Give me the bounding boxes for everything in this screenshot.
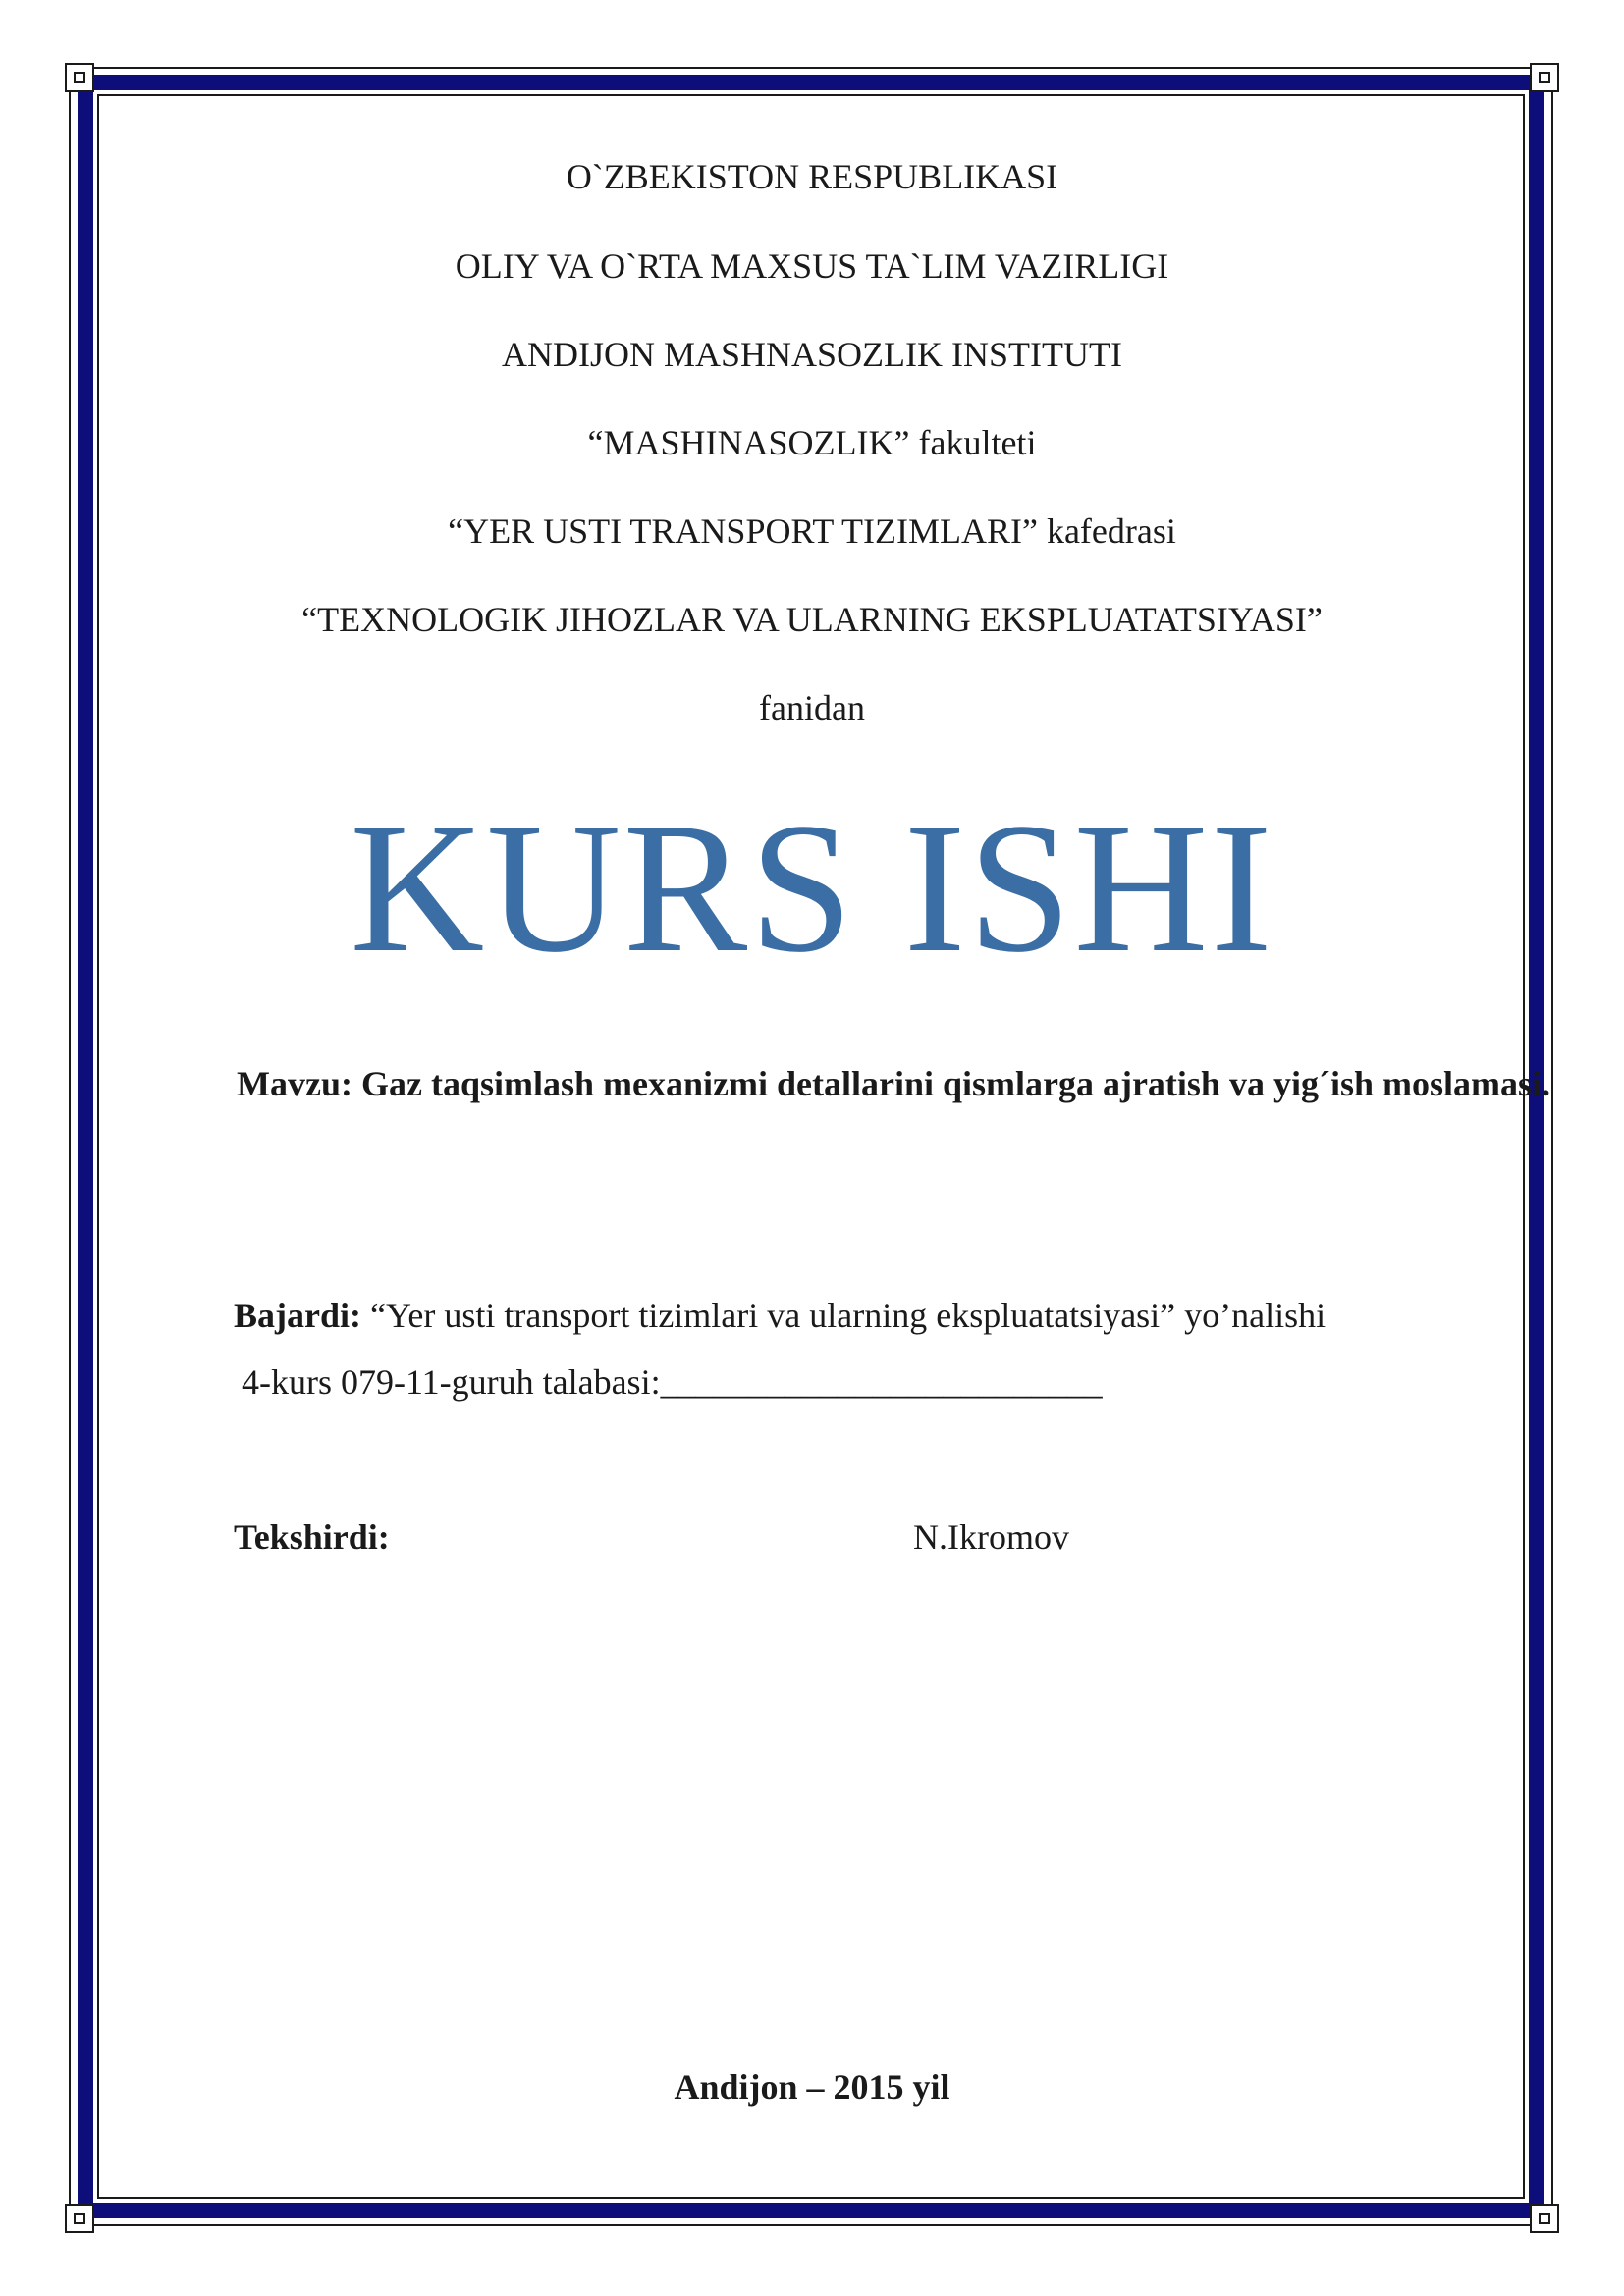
topic-text: Gaz taqsimlash mexanizmi detallarini qismlarga ajratish va yig´ish moslamasi. (360, 1064, 1550, 1103)
performed-text: “Yer usti transport tizimlari va ularning ekspluatatsiyasi” yo’nalishi (370, 1296, 1326, 1335)
header-faculty: “MASHINASOZLIK” fakulteti (587, 423, 1037, 462)
header-ministry: OLIY VA O`RTA MAXSUS TA`LIM VAZIRLIGI (455, 246, 1169, 286)
performed-label: Bajardi: (234, 1296, 361, 1335)
corner-ornament-bottom-left (65, 2204, 94, 2233)
footer-city-year: Andijon – 2015 yil (674, 2067, 950, 2107)
performed-line (234, 1298, 1326, 1333)
checker-name: N.Ikromov (913, 1518, 1069, 1557)
checked-label: Tekshirdi: (234, 1518, 390, 1557)
corner-ornament-top-left (65, 63, 94, 92)
header-department: “YER USTI TRANSPORT TIZIMLARI” kafedrasi (448, 511, 1176, 551)
topic-block (236, 1050, 1551, 1117)
page-border-inner (97, 94, 1525, 2199)
header-republic: O`ZBEKISTON RESPUBLIKASI (566, 157, 1058, 196)
header-fanidan: fanidan (759, 688, 865, 727)
topic-label: Mavzu: (237, 1064, 352, 1103)
corner-ornament-top-right (1530, 63, 1559, 92)
header-institute: ANDIJON MASHNASOZLIK INSTITUTI (502, 335, 1122, 374)
document-title: KURS ISHI (350, 785, 1274, 991)
header-subject: “TEXNOLOGIK JIHOZLAR VA ULARNING EKSPLUATATSIYASI” (301, 600, 1323, 639)
student-line: 4-kurs 079-11-guruh talabasi:_________________________ (242, 1362, 1103, 1402)
corner-ornament-bottom-right (1530, 2204, 1559, 2233)
